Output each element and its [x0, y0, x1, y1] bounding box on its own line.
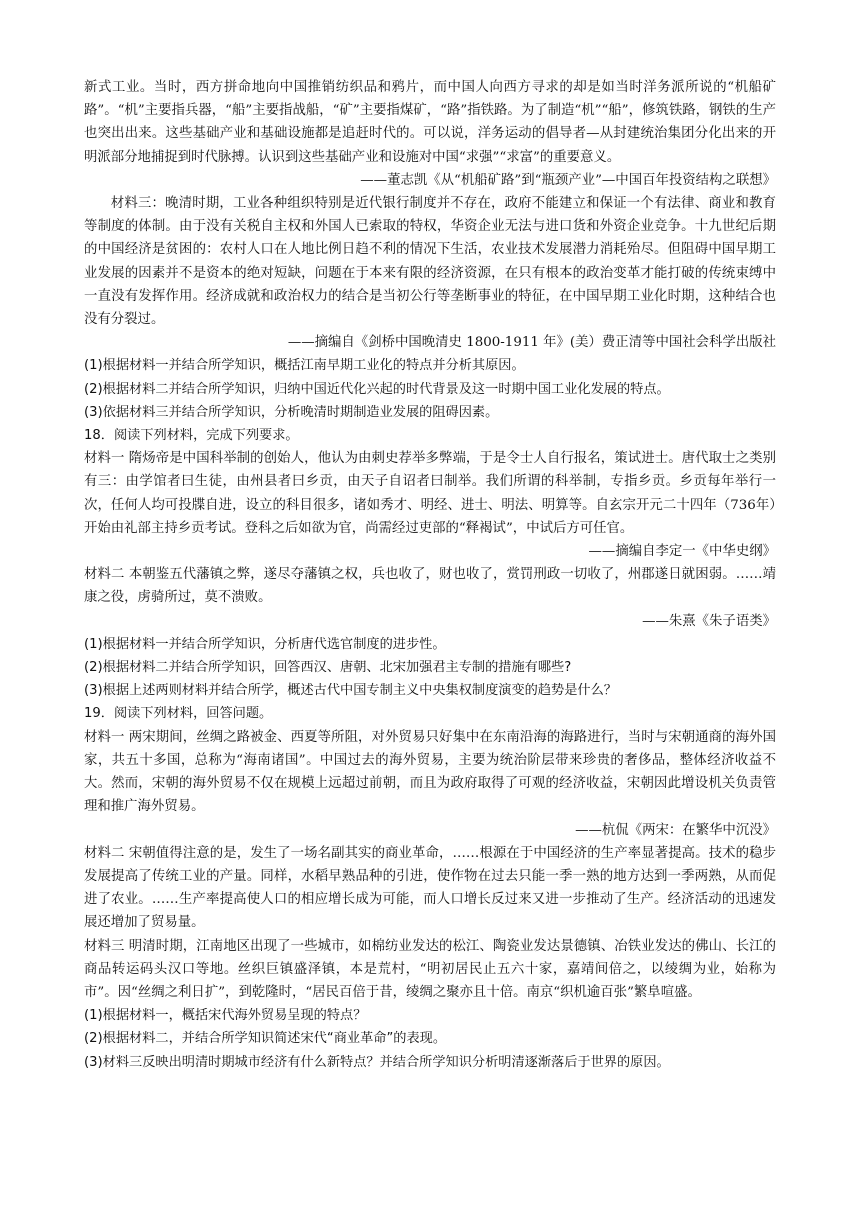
q18-material1: 材料一 隋炀帝是中国科举制的创始人，他认为由刺史荐举多弊端，于是令士人自行报名，策试进士。唐代取士之类别有三：由学馆者曰生徒，由州县者曰乡贡，由天子自诏者曰制举。我们所谓的科举制，专指乡贡。乡贡每年举行一次，任何人均可投牒自进，设立的科目很多，诸如秀才、明经、进士、明法、明算等。自玄宗开元二十四年（736年）开始由礼部主持乡贡考试。登科之后如欲为官，尚需经过吏部的“释褐试”，中试后方可任官。 — [84, 451, 776, 536]
q19-heading: 19．阅读下列材料，回答问题。 — [84, 706, 273, 722]
q18-material2-source: ——朱熹《朱子语类》 — [642, 613, 776, 629]
q17-material2-source: ——董志凯《从“机船矿路”到“瓶颈产业”—中国百年投资结构之联想》 — [360, 172, 776, 188]
q19-question-1: (1)根据材料一，概括宋代海外贸易呈现的特点？ — [84, 1008, 367, 1024]
q17-material3-source: ——摘编自《剑桥中国晚清史 1800-1911 年》(美）费正清等中国社会科学出版社 — [287, 335, 776, 351]
q17-material2-continued: 新式工业。当时，西方拼命地向中国推销纺织品和鸦片，而中国人向西方寻求的却是如当时洋务派所说的“机船矿路”。“机”主要指兵器，“船”主要指战船，“矿”主要指煤矿，“路”指铁路。为了制造“机”“船”，修筑铁路，钢铁的生产也突出出来。这些基础产业和基础设施都是追赶时代的。可以说，洋务运动的倡导者—从封建统治集团分化出来的开明派部分地捕捉到时代脉搏。认识到这些基础产业和设施对中国“求强”“求富”的重要意义。 — [84, 80, 776, 165]
q17-question-1: (1)根据材料一并结合所学知识，概括江南早期工业化的特点并分析其原因。 — [84, 358, 525, 374]
q18-material1-source: ——摘编自李定一《中华史纲》 — [588, 544, 776, 560]
q18-question-3: (3)根据上述两则材料并结合所学，概述古代中国专制主义中央集权制度演变的趋势是什么？ — [84, 683, 617, 699]
q19-question-3: (3)材料三反映出明清时期城市经济有什么新特点？并结合所学知识分析明清逐渐落后于世界的原因。 — [84, 1054, 670, 1070]
q19-material2: 材料二 宋朝值得注意的是，发生了一场名副其实的商业革命，……根源在于中国经济的生产率显著提高。技术的稳步发展提高了传统工业的产量。同样，水稻早熟品种的引进，使作物在过去只能一季一熟的地方达到一季两熟，从而促进了农业。……生产率提高使人口的相应增长成为可能，而人口增长反过来又进一步推动了生产。经济活动的迅速发展还增加了贸易量。 — [84, 845, 776, 931]
q17-question-2: (2)根据材料二并结合所学知识，归纳中国近代化兴起的时代背景及这一时期中国工业化发展的特点。 — [84, 381, 670, 397]
q18-question-2: (2)根据材料二并结合所学知识，回答西汉、唐朝、北宋加强君主专制的措施有哪些? — [84, 660, 572, 676]
q17-question-3: (3)依据材料三并结合所学知识，分析晚清时期制造业发展的阻碍因素。 — [84, 404, 499, 420]
q18-material2: 材料二 本朝鉴五代藩镇之弊，遂尽夺藩镇之权，兵也收了，财也收了，赏罚刑政一切收了，州郡遂日就困弱。……靖康之役，虏骑所过，莫不溃败。 — [84, 567, 776, 606]
exam-page — [84, 76, 776, 1074]
q19-question-2: (2)根据材料二，并结合所学知识简述宋代“商业革命”的表现。 — [84, 1031, 447, 1047]
q19-material3: 材料三 明清时期，江南地区出现了一些城市，如棉纺业发达的松江、陶瓷业发达景德镇、冶铁业发达的佛山、长江的商品转运码头汉口等地。丝织巨镇盛泽镇，本是荒村，“明初居民止五六十家，嘉靖间倍之，以绫绸为业，始称为市”。因“丝绸之利日扩”，到乾隆时，“居民百倍于昔，绫绸之聚亦且十倍。南京“织机逾百张”繁阜喧盛。 — [84, 938, 776, 1000]
q19-material1: 材料一 两宋期间，丝绸之路被金、西夏等所阻，对外贸易只好集中在东南沿海的海路进行，当时与宋朝通商的海外国家，共五十多国，总称为“海南诸国”。中国过去的海外贸易，主要为统治阶层带来珍贵的奢侈品，整体经济收益不大。然而，宋朝的海外贸易不仅在规模上远超过前朝，而且为政府取得了可观的经济收益，宋朝因此增设机关负责管理和推广海外贸易。 — [84, 729, 776, 815]
q18-question-1: (1)根据材料一并结合所学知识，分析唐代选官制度的进步性。 — [84, 636, 446, 652]
q18-heading: 18．阅读下列材料，完成下列要求。 — [84, 428, 299, 444]
q19-material1-source: ——杭侃《两宋：在繁华中沉没》 — [575, 822, 776, 838]
q17-material3: 材料三：晚清时期，工业各种组织特别是近代银行制度并不存在，政府不能建立和保证一个有法律、商业和教育等制度的体制。由于没有关税自主权和外国人已索取的特权，华资企业无法与进口货和外资企业竞争。十九世纪后期的中国经济是贫困的：农村人口在人地比例日趋不利的情况下生活，农业技术发展潜力消耗殆尽。但阻碍中国早期工业发展的因素并不是资本的绝对短缺，问题在于本来有限的经济资源，在只有根本的政治变革才能打破的传统束缚中一直没有发挥作用。经济成就和政治权力的结合是当初公行等垄断事业的特征，在中国早期工业化时期，这种结合也没有分裂过。 — [84, 196, 776, 328]
